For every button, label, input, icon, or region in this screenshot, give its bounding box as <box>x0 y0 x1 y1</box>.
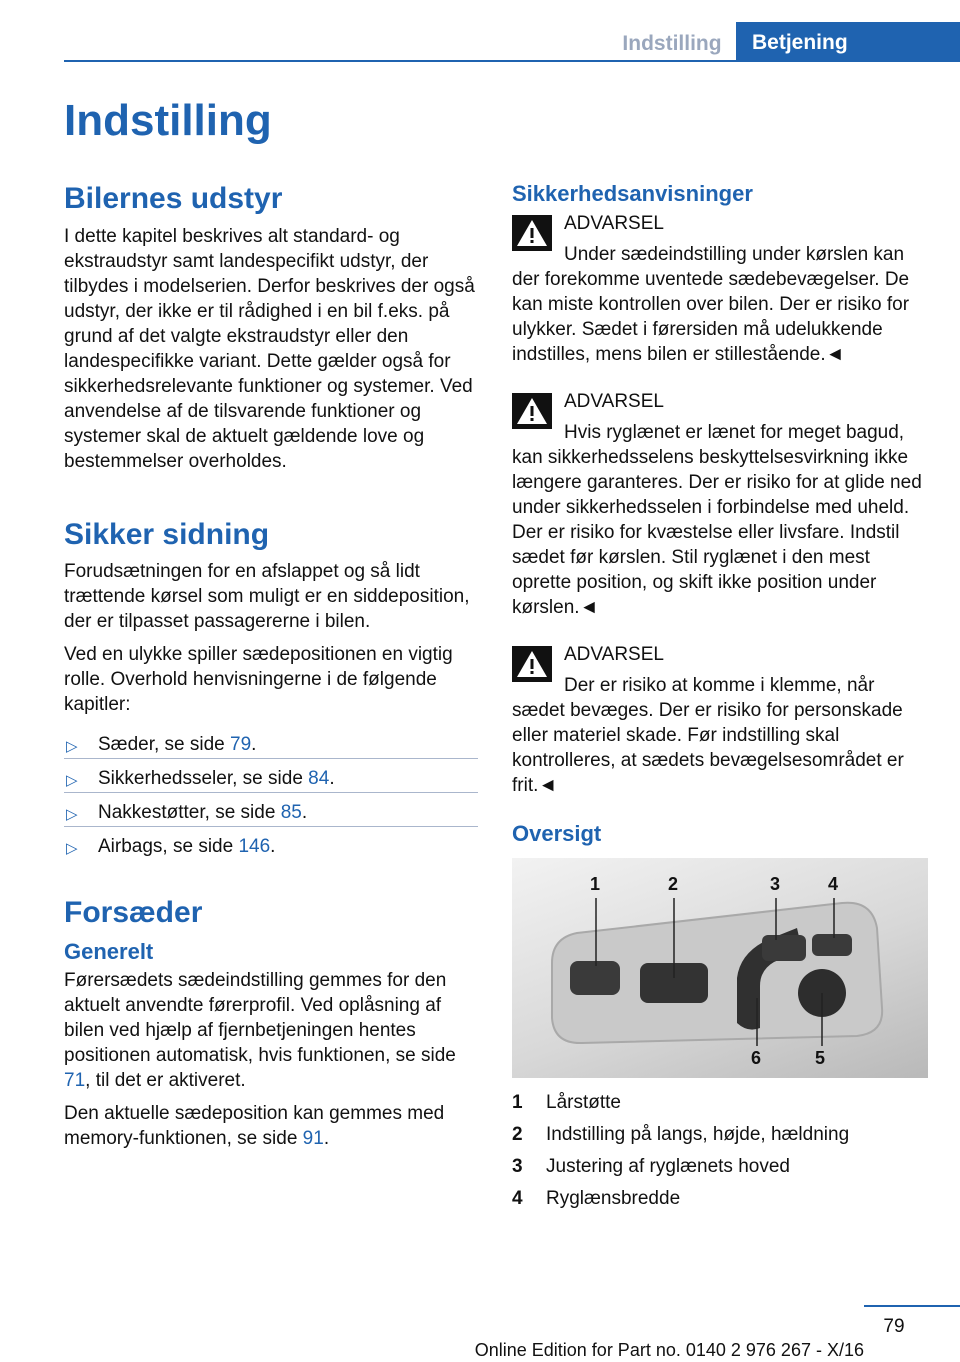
photo-label-3: 3 <box>770 874 781 895</box>
triangle-bullet-icon: ▷ <box>66 738 78 755</box>
triangle-bullet-icon: ▷ <box>66 806 78 823</box>
section-title-sikkerhedsanvisninger: Sikkerhedsanvisninger <box>512 181 753 206</box>
page-link[interactable]: 84 <box>308 768 330 789</box>
section-title-forsaeder: Forsæder <box>64 896 203 929</box>
left-column <box>64 180 478 1159</box>
list-item: ▷ Nakkestøtter, se side 85. <box>64 792 478 826</box>
list-item: 3 Justering af ryglænets hoved <box>512 1156 790 1178</box>
photo-legend <box>512 1090 928 1211</box>
list-item: ▷ Sikkerhedsseler, se side 84. <box>64 758 478 792</box>
warning-heading: ADVARSEL <box>564 643 664 665</box>
warning-heading: ADVARSEL <box>564 390 664 412</box>
paragraph-sikker-sidning-2: Ved en ulykke spiller sædepositionen en vigtig rolle. Overhold henvisningerne i de følgende kapitler: <box>64 644 453 715</box>
page-number: 79 <box>883 1316 905 1337</box>
right-column <box>512 180 928 1218</box>
section-title-bilernes-udstyr: Bilernes udstyr <box>64 182 283 215</box>
page-link[interactable]: 146 <box>238 836 271 857</box>
page-link[interactable]: 79 <box>230 734 252 755</box>
page-link[interactable]: 71 <box>64 1070 86 1092</box>
warning-triangle-icon <box>512 646 552 682</box>
seat-controls-illustration <box>512 858 928 1078</box>
warning-text: Der er risiko at komme i klemme, når sædet bevæges. Der er risiko for personskade eller materiel skade. Før indstilling skal kontrolleres, at sædets bevægelsesområdet er frit.◄ <box>512 674 904 796</box>
warning-block <box>512 389 928 620</box>
triangle-bullet-icon: ▷ <box>66 840 78 857</box>
seat-controls-photo <box>512 858 928 1078</box>
photo-label-2: 2 <box>668 874 679 895</box>
list-item: 4 Ryglænsbredde <box>512 1188 681 1210</box>
photo-label-6: 6 <box>751 1048 762 1069</box>
photo-label-5: 5 <box>815 1048 826 1069</box>
paragraph-sikker-sidning-1: Forudsætningen for en afslappet og så lidt trættende kørsel som muligt er en siddeposition, der er tilpasset passagererne i bilen. <box>64 561 470 632</box>
footer-rule <box>864 1305 960 1307</box>
photo-label-1: 1 <box>590 874 601 895</box>
photo-label-4: 4 <box>828 874 839 895</box>
list-item: ▷ Sæder, se side 79. <box>64 725 478 758</box>
list-item: 2 Indstilling på langs, højde, hældning <box>512 1124 850 1146</box>
list-item: ▷ Airbags, se side 146. <box>64 826 478 860</box>
paragraph-bilernes-udstyr: I dette kapitel beskrives alt standard- og ekstraudstyr samt landespecifikt udstyr, der tilbydes i modelserien. Derfor beskrives der også udstyr, der ikke er til rådighed i en bil f.eks. på grund af det valgte ekstraudstyr eller den landespecifikke variant. Dette gælder også for sikkerhedsrelevante funktioner og systemer. Ved anvendelse af de tilsvarende funktioner og systemer skal de aktuelt gældende love og bestemmelser overholdes. <box>64 225 475 472</box>
warning-block <box>512 642 928 798</box>
list-item: 1 Lårstøtte <box>512 1092 621 1114</box>
page-link[interactable]: 85 <box>280 802 302 823</box>
page-link[interactable]: 91 <box>302 1128 324 1150</box>
warning-text: Under sædeindstilling under kørslen kan der forekomme uventede sædebevægelser. De kan miste kontrollen over bilen. Der er risiko for ulykker. Sædet i førersiden må udelukkende indstilles, mens bilen er stillestående.◄ <box>512 243 910 365</box>
page-title: Indstilling <box>64 96 272 145</box>
paragraph-generelt-2: Den aktuelle sædeposition kan gemmes med memory-funktionen, se side 91. <box>64 1103 445 1150</box>
warning-heading: ADVARSEL <box>564 212 664 234</box>
triangle-bullet-icon: ▷ <box>66 772 78 789</box>
section-title-sikker-sidning: Sikker sidning <box>64 517 270 551</box>
warning-triangle-icon <box>512 215 552 251</box>
warning-block <box>512 211 928 367</box>
tab-betjening[interactable]: Betjening <box>736 22 960 62</box>
warning-text: Hvis ryglænet er lænet for meget bagud, kan sikkerhedsselens beskyttelsesvirkning ikke længere garanteres. Der er risiko for at glide ned under sikkerhedsselen i forbindelse med uheld. Der er risiko for kvæstelse eller livsfare. Indstil sædet før kørslen. Stil ryglænet i den mest oprette position, og skift ikke position under kørslen.◄ <box>512 421 922 618</box>
paragraph-generelt-1: Førersædets sædeindstilling gemmes for den aktuelt anvendte førerprofil. Ved oplåsning af bilen ved hjælp af fjernbetjeningen hentes positionen automatisk, hvis funktionen, se side 71, til det er aktiveret. <box>64 970 456 1092</box>
section-title-oversigt: Oversigt <box>512 820 602 846</box>
warning-triangle-icon <box>512 393 552 429</box>
tab-indstilling[interactable]: Indstilling <box>622 32 722 55</box>
subsection-title-generelt: Generelt <box>64 938 154 964</box>
reference-list <box>64 725 478 860</box>
edition-footer: Online Edition for Part no. 0140 2 976 267 - X/16 <box>474 1340 864 1360</box>
